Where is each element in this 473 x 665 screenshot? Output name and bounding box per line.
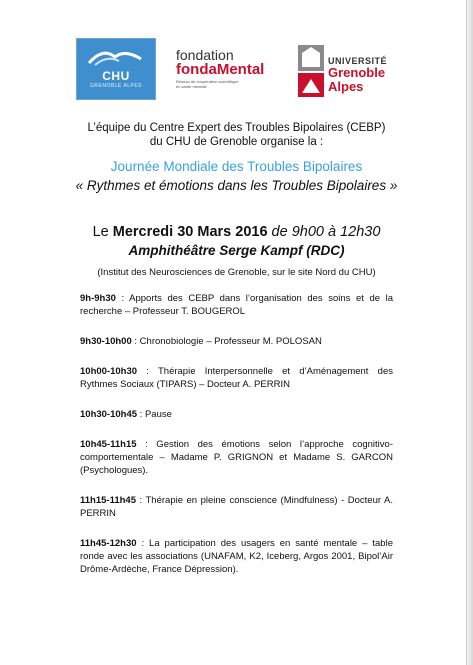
- universite-logo-line2: Grenoble: [328, 65, 386, 80]
- fondation-logo-line2: fondaMental: [176, 61, 265, 78]
- universite-mark-icon: [296, 43, 326, 99]
- intro-text: [60, 121, 413, 149]
- program-item: [80, 292, 393, 318]
- universite-grenoble-alpes-logo: [296, 43, 406, 103]
- intro-line-2: du CHU de Grenoble organise la :: [149, 136, 324, 148]
- program-text: : Thérapie en pleine conscience (Mindfulness) - Docteur A. PERRIN: [80, 495, 393, 519]
- program-text: : La participation des usagers en santé mentale – table ronde avec les associations (UNAFAM, K2, Iceberg, Argos 2001, Bipol’Air Drôme-Ardèche, France Dépression).: [80, 538, 393, 575]
- universite-logo-line3: Alpes: [328, 79, 364, 94]
- fondation-logo-line1: fondation: [176, 47, 234, 63]
- program-text: : Apports des CEBP dans l’organisation des soins et de la recherche – Professeur T. BOUGEROL: [80, 293, 393, 317]
- program-item: [80, 438, 393, 477]
- program-list: [80, 292, 393, 593]
- program-time: 11h15-11h45: [80, 495, 136, 506]
- event-title: Journée Mondiale des Troubles Bipolaires: [110, 159, 363, 174]
- program-item: [80, 494, 393, 520]
- program-time: 11h45-12h30: [80, 538, 137, 549]
- program-text: : Pause: [137, 409, 172, 420]
- program-time: 9h-9h30: [80, 293, 116, 304]
- chu-logo: [76, 38, 156, 100]
- program-item: [80, 335, 393, 348]
- date-bold: Mercredi 30 Mars 2016: [112, 224, 268, 240]
- universite-logo-line1: UNIVERSITÉ: [328, 56, 388, 66]
- program-item: [80, 408, 393, 421]
- chu-logo-text: CHU: [102, 69, 130, 83]
- chu-logo-sub: GRENOBLE ALPES: [89, 83, 143, 89]
- program-text: : Gestion des émotions selon l’approche cognitivo-comportementale – Madame P. GRIGNON et Madame S. GARCON (Psychologues).: [80, 439, 393, 476]
- program-time: 9h30-10h00: [80, 336, 132, 347]
- fondation-fondamental-logo: [176, 48, 276, 100]
- program-item: [80, 365, 393, 391]
- program-time: 10h30-10h45: [80, 409, 138, 420]
- program-time: 10h00-10h30: [80, 366, 138, 377]
- chu-mountain-icon: [85, 45, 145, 67]
- event-date: [60, 224, 413, 241]
- intro-line-1: L’équipe du Centre Expert des Troubles Bipolaires (CEBP): [87, 122, 386, 134]
- event-institute: (Institut des Neurosciences de Grenoble, sur le site Nord du CHU): [97, 267, 376, 278]
- program-text: : Thérapie Interpersonnelle et d’Aménagement des Rythmes Sociaux (TIPARS) – Docteur A. PERRIN: [80, 366, 393, 390]
- date-time: de 9h00 à 12h30: [267, 224, 381, 240]
- fondation-logo-desc: Réseau de coopération scientifique en santé mentale: [176, 79, 239, 89]
- date-prefix: Le: [92, 224, 113, 240]
- program-item: [80, 537, 393, 576]
- event-venue: Amphithéâtre Serge Kampf (RDC): [128, 243, 345, 258]
- program-text: : Chronobiologie – Professeur M. POLOSAN: [131, 336, 322, 347]
- page-edge: [466, 0, 473, 665]
- program-time: 10h45-11h15: [80, 439, 137, 450]
- event-subtitle: « Rythmes et émotions dans les Troubles Bipolaires »: [75, 178, 398, 193]
